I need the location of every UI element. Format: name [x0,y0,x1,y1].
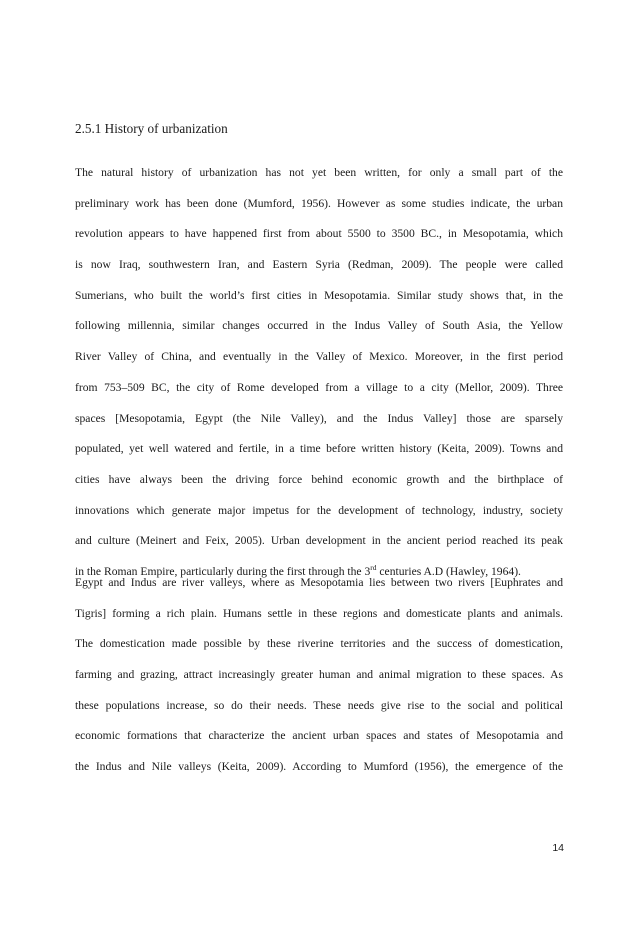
paragraph-1-line: from 753–509 BC, the city of Rome developed from a village to a city (Mellor, 2009). Three [75,380,563,394]
paragraph-1-line: spaces [Mesopotamia, Egypt (the Nile Valley), and the Indus Valley] those are sparsely [75,411,563,425]
paragraph-1-line: and culture (Meinert and Feix, 2005). Urban development in the ancient period reached its peak [75,534,563,548]
paragraph-1-last-line-text: in the Roman Empire, particularly during the first through the 3 [75,564,371,578]
paragraph-2-line: farming and grazing, attract increasingly greater human and animal migration to these spaces. As [75,668,563,682]
paragraph-2 [75,574,563,789]
ordinal-superscript: rd [370,562,377,572]
paragraph-1-line: River Valley of China, and eventually in the Valley of Mexico. Moreover, in the first period [75,350,563,364]
paragraph-1-line: is now Iraq, southwestern Iran, and Eastern Syria (Redman, 2009). The people were called [75,258,563,272]
paragraph-1-line: revolution appears to have happened first from about 5500 to 3500 BC., in Mesopotamia, which [75,227,563,241]
paragraph-1 [75,164,563,594]
paragraph-1-line: following millennia, similar changes occurred in the Indus Valley of South Asia, the Yellow [75,319,563,333]
paragraph-1-line: populated, yet well watered and fertile, in a time before written history (Keita, 2009). Towns and [75,442,563,456]
paragraph-2-line: The domestication made possible by these riverine territories and the success of domestication, [75,637,563,651]
paragraph-1-line: preliminary work has been done (Mumford, 1956). However as some studies indicate, the urban [75,196,563,210]
paragraph-2-line: Egypt and Indus are river valleys, where as Mesopotamia lies between two rivers [Euphrates and [75,576,563,589]
section-heading: 2.5.1 History of urbanization [75,121,228,136]
paragraph-1-line: The natural history of urbanization has not yet been written, for only a small part of the [75,166,563,179]
page-number: 14 [552,842,564,854]
paragraph-2-line: the Indus and Nile valleys (Keita, 2009). According to Mumford (1956), the emergence of the [75,760,563,774]
paragraph-1-line: Sumerians, who built the world’s first cities in Mesopotamia. Similar study shows that, in the [75,288,563,302]
paragraph-2-line: Tigris] forming a rich plain. Humans settle in these regions and domesticate plants and animals. [75,606,563,620]
paragraph-1-last-line-text-end: centuries A.D (Hawley, 1964). [376,564,521,578]
paragraph-2-line: economic formations that characterize the ancient urban spaces and states of Mesopotamia and [75,729,563,743]
paragraph-1-line: innovations which generate major impetus for the development of technology, industry, society [75,503,563,517]
paragraph-2-line: these populations increase, so do their needs. These needs give rise to the social and political [75,698,563,712]
paragraph-1-line: cities have always been the driving force behind economic growth and the birthplace of [75,472,563,486]
